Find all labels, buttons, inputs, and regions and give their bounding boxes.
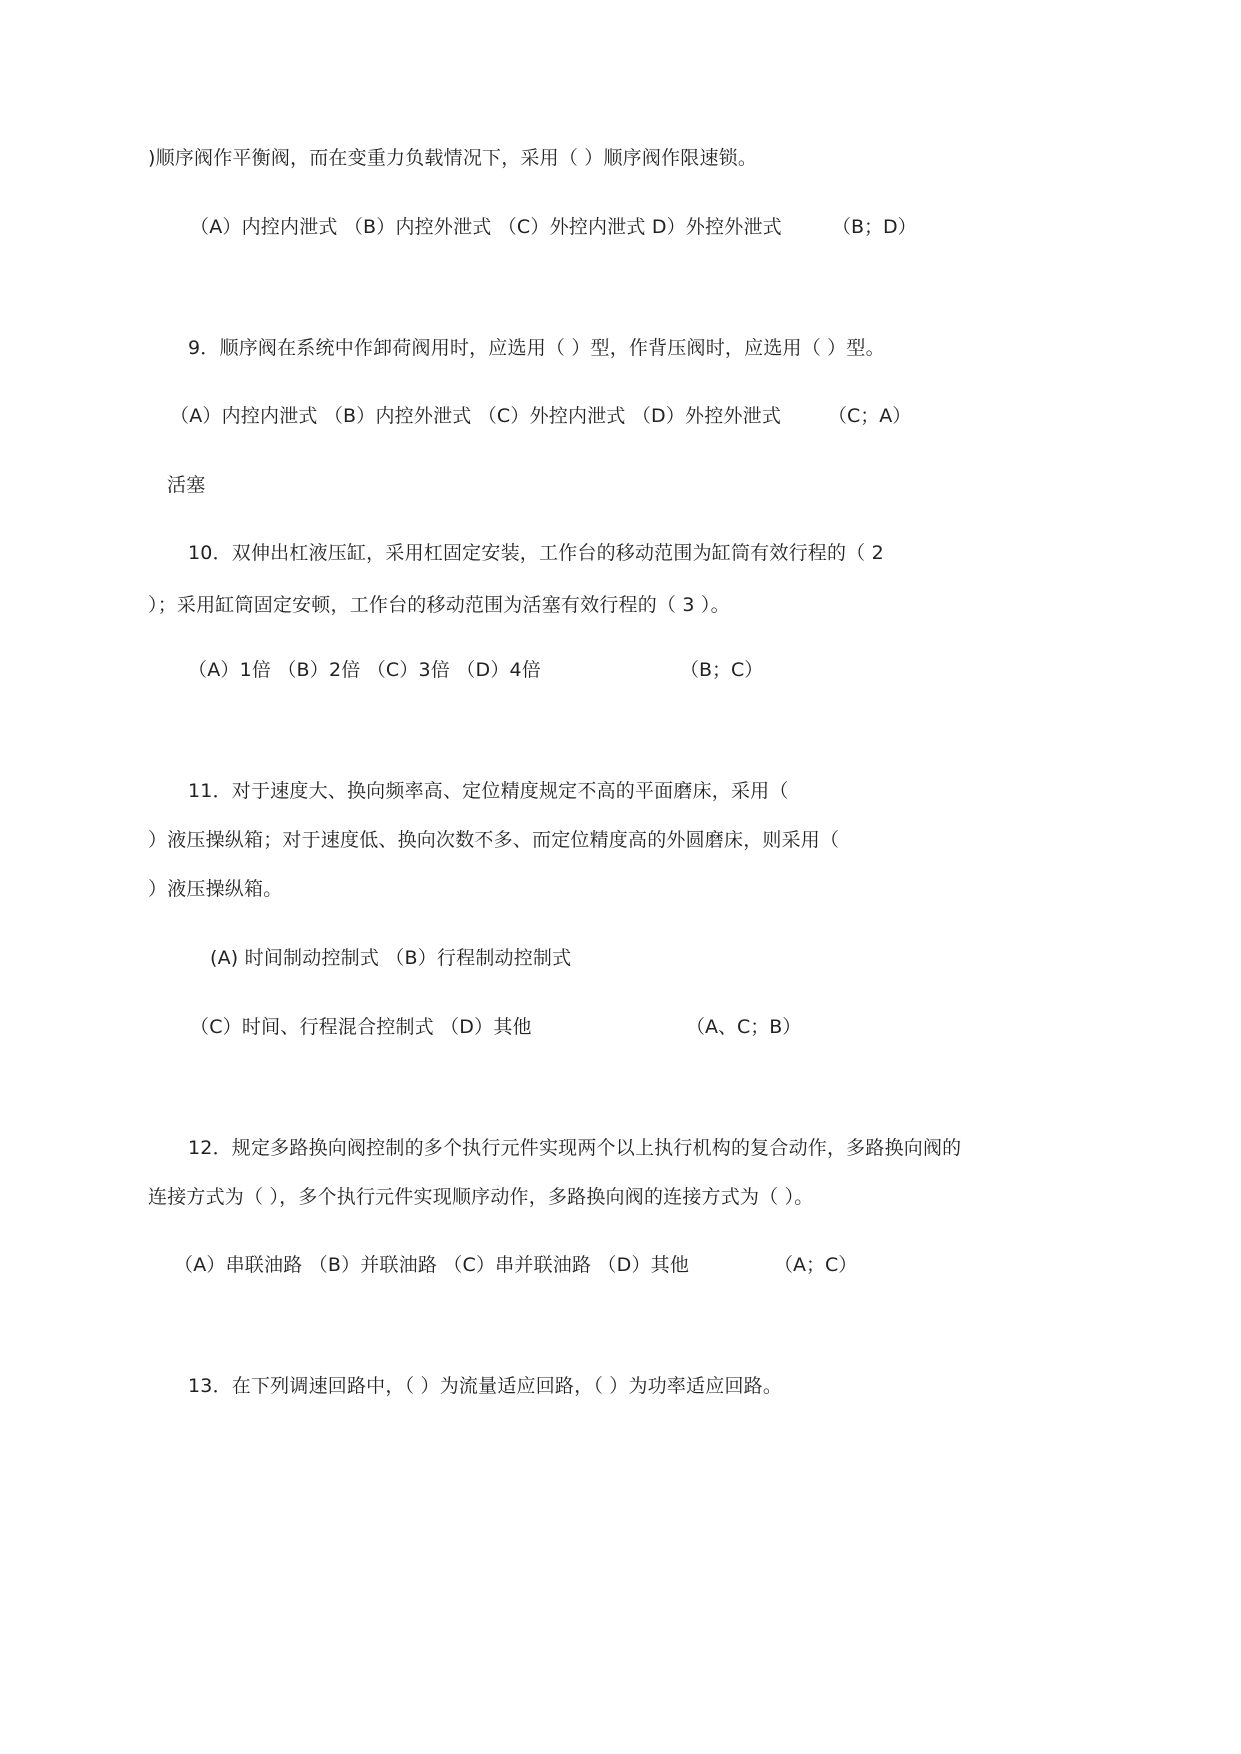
answer-10: （B；C） — [680, 659, 764, 681]
question-13: 13．在下列调速回路中，（ ）为流量适应回路，（ ）为功率适应回路。 — [188, 1375, 783, 1397]
options-12: （A）串联油路 （B）并联油路 （C）串并联油路 （D）其他 — [174, 1254, 690, 1276]
question-12-line-1: 12．规定多路换向阀控制的多个执行元件实现两个以上执行机构的复合动作，多路换向阀的 — [188, 1137, 962, 1159]
answer-11: （A、C；B） — [686, 1016, 802, 1038]
answer-12: （A；C） — [774, 1254, 858, 1276]
answer-1: （B；D） — [832, 216, 917, 238]
options-9: （A）内控内泄式 （B）内控外泄式 （C）外控内泄式 （D）外控外泄式 — [170, 405, 782, 427]
question-11-line-1: 11．对于速度大、换向频率高、定位精度规定不高的平面磨床，采用（ — [188, 780, 789, 802]
options-10: （A）1倍 （B）2倍 （C）3倍 （D）4倍 — [188, 659, 542, 681]
options-11-line-1: (A) 时间制动控制式 （B）行程制动控制式 — [210, 947, 572, 969]
options-11-line-2: （C）时间、行程混合控制式 （D）其他 — [190, 1016, 532, 1038]
question-12-line-2: 连接方式为（ ），多个执行元件实现顺序动作，多路换向阀的连接方式为（ ）。 — [148, 1186, 814, 1208]
question-10-line-2: ）；采用缸筒固定安顿，工作台的移动范围为活塞有效行程的（ 3 ）。 — [148, 594, 730, 616]
options-line-1: （A）内控内泄式 （B）内控外泄式 （C）外控内泄式 D）外控外泄式 — [190, 216, 782, 238]
text-line-1: )顺序阀作平衡阀，而在变重力负载情况下，采用（ ）顺序阀作限速锁。 — [148, 147, 758, 169]
question-11-line-3: ）液压操纵箱。 — [148, 878, 283, 900]
answer-9: （C；A） — [828, 405, 912, 427]
fragment-text: 活塞 — [167, 474, 206, 496]
question-9: 9．顺序阀在系统中作卸荷阀用时，应选用（ ）型，作背压阀时，应选用（ ）型。 — [188, 337, 885, 359]
question-10-line-1: 10．双伸出杠液压缸，采用杠固定安装，工作台的移动范围为缸筒有效行程的（ 2 — [188, 542, 884, 564]
question-11-line-2: ）液压操纵箱；对于速度低、换向次数不多、而定位精度高的外圆磨床，则采用（ — [148, 829, 840, 851]
